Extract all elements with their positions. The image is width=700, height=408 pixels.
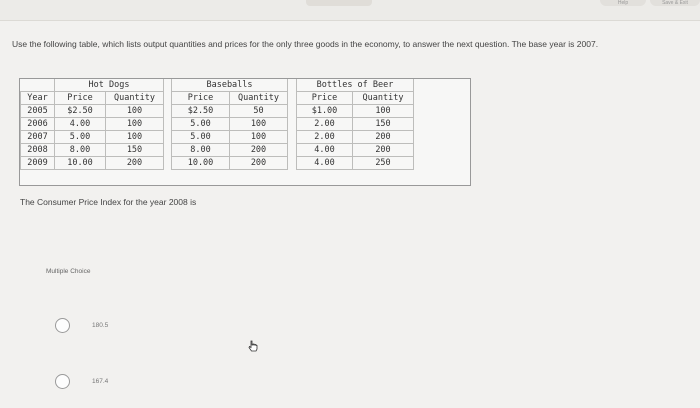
multiple-choice-label: Multiple Choice [46, 268, 91, 275]
table-gap [164, 92, 172, 105]
table-cell: $1.00 [297, 105, 353, 118]
data-table-container [19, 78, 471, 186]
table-cell: 10.00 [172, 157, 230, 170]
table-header-row [21, 92, 414, 105]
table-cell: 200 [353, 144, 414, 157]
choice-option-2[interactable] [55, 374, 205, 394]
table-cell: 2006 [21, 118, 55, 131]
table-gap [288, 92, 297, 105]
question-text: Use the following table, which lists output quantities and prices for the only three goods in the economy, to answer the next question. The base year is 2007. [12, 39, 599, 49]
table-cell: 4.00 [297, 157, 353, 170]
table-gap [288, 105, 297, 118]
table-cell: 100 [353, 105, 414, 118]
table-cell: 4.00 [297, 144, 353, 157]
column-header-beer-quantity: Quantity [353, 92, 414, 105]
table-cell: 5.00 [55, 131, 106, 144]
table-cell: 2009 [21, 157, 55, 170]
group-header-baseballs: Baseballs [172, 79, 288, 92]
table-gap [164, 105, 172, 118]
table-cell: 10.00 [55, 157, 106, 170]
table-cell-empty [21, 79, 55, 92]
help-button[interactable]: Help [600, 0, 646, 6]
table-cell: 150 [353, 118, 414, 131]
column-header-baseball-price: Price [172, 92, 230, 105]
table-cell: 250 [353, 157, 414, 170]
table-cell: 200 [353, 131, 414, 144]
data-table [20, 79, 414, 170]
table-cell: 2007 [21, 131, 55, 144]
radio-button-icon[interactable] [55, 318, 70, 333]
table-gap [164, 157, 172, 170]
radio-button-icon[interactable] [55, 374, 70, 389]
table-cell: 5.00 [172, 131, 230, 144]
table-cell: 5.00 [172, 118, 230, 131]
hand-pointer-icon [248, 339, 258, 351]
table-cell: 100 [230, 131, 288, 144]
table-cell: 8.00 [172, 144, 230, 157]
table-cell: 100 [106, 105, 164, 118]
table-cell: $2.50 [172, 105, 230, 118]
table-group-row [21, 79, 414, 92]
table-cell: 200 [230, 144, 288, 157]
choice-text: 180.5 [92, 322, 109, 329]
table-cell: 100 [106, 131, 164, 144]
question-prompt: The Consumer Price Index for the year 2008 is [20, 197, 197, 207]
table-cell: 2.00 [297, 131, 353, 144]
table-cell: 8.00 [55, 144, 106, 157]
top-toolbar [0, 0, 700, 21]
table-gap [164, 118, 172, 131]
table-cell: 50 [230, 105, 288, 118]
column-header-baseball-quantity: Quantity [230, 92, 288, 105]
group-header-hot-dogs: Hot Dogs [55, 79, 164, 92]
table-gap [288, 157, 297, 170]
toolbar-tab[interactable] [306, 0, 372, 6]
table-gap [288, 131, 297, 144]
table-cell: 2.00 [297, 118, 353, 131]
table-row [21, 157, 414, 170]
choice-option-1[interactable] [55, 318, 205, 338]
table-row [21, 131, 414, 144]
table-gap [164, 144, 172, 157]
table-row [21, 118, 414, 131]
table-cell: 100 [230, 118, 288, 131]
column-header-beer-price: Price [297, 92, 353, 105]
table-row [21, 144, 414, 157]
table-cell: 200 [106, 157, 164, 170]
table-cell: 100 [106, 118, 164, 131]
column-header-year: Year [21, 92, 55, 105]
table-cell: 2005 [21, 105, 55, 118]
table-cell: 4.00 [55, 118, 106, 131]
table-gap [288, 79, 297, 92]
save-exit-button[interactable]: Save & Exit [650, 0, 700, 6]
table-cell: 200 [230, 157, 288, 170]
table-gap [164, 131, 172, 144]
table-cell: 150 [106, 144, 164, 157]
group-header-beer: Bottles of Beer [297, 79, 414, 92]
column-header-hotdog-quantity: Quantity [106, 92, 164, 105]
table-gap [288, 144, 297, 157]
table-gap [164, 79, 172, 92]
table-cell: $2.50 [55, 105, 106, 118]
column-header-hotdog-price: Price [55, 92, 106, 105]
table-cell: 2008 [21, 144, 55, 157]
choice-text: 167.4 [92, 378, 109, 385]
table-row [21, 105, 414, 118]
table-gap [288, 118, 297, 131]
